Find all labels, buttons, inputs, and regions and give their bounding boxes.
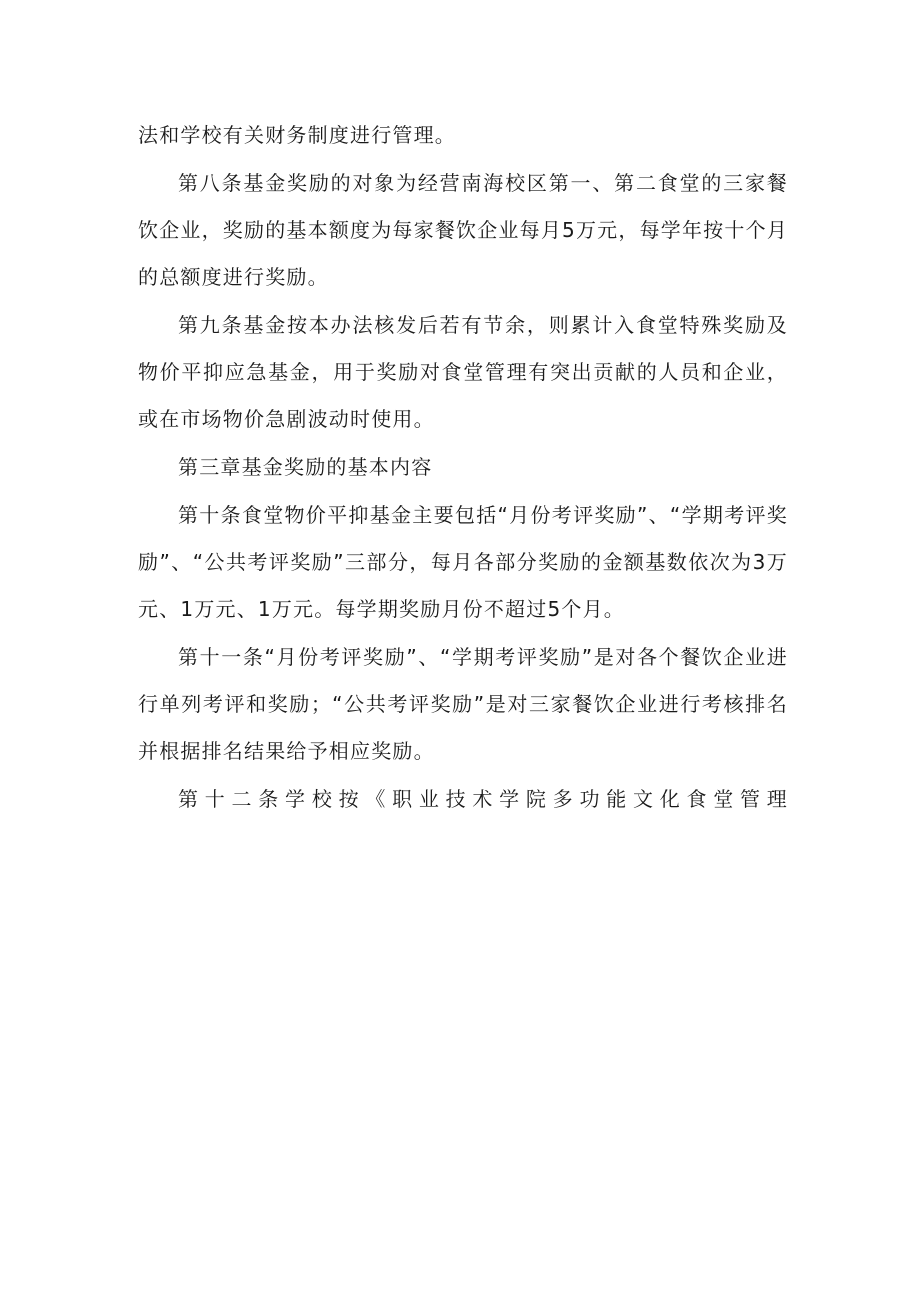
- article-12-paragraph: 第十二条学校按《职业技术学院多功能文化食堂管理: [178, 787, 788, 811]
- document-body: [138, 112, 788, 823]
- article-10-paragraph: 第十条食堂物价平抑基金主要包括“月份考评奖励”、“学期考评奖励”、“公共考评奖励”三部分，每月各部分奖励的金额基数依次为3万元、1万元、1万元。每学期奖励月份不超过5个月。: [138, 503, 788, 621]
- paragraph-continuation: 法和学校有关财务制度进行管理。: [138, 123, 456, 147]
- article-9-paragraph: 第九条基金按本办法核发后若有节余，则累计入食堂特殊奖励及物价平抑应急基金，用于奖励对食堂管理有突出贡献的人员和企业，或在市场物价急剧波动时使用。: [138, 313, 788, 431]
- article-8-paragraph: 第八条基金奖励的对象为经营南海校区第一、第二食堂的三家餐饮企业，奖励的基本额度为每家餐饮企业每月5万元，每学年按十个月的总额度进行奖励。: [138, 171, 788, 289]
- chapter-3-heading: 第三章基金奖励的基本内容: [178, 455, 433, 479]
- article-11-paragraph: 第十一条“月份考评奖励”、“学期考评奖励”是对各个餐饮企业进行单列考评和奖励；“公共考评奖励”是对三家餐饮企业进行考核排名并根据排名结果给予相应奖励。: [138, 645, 788, 763]
